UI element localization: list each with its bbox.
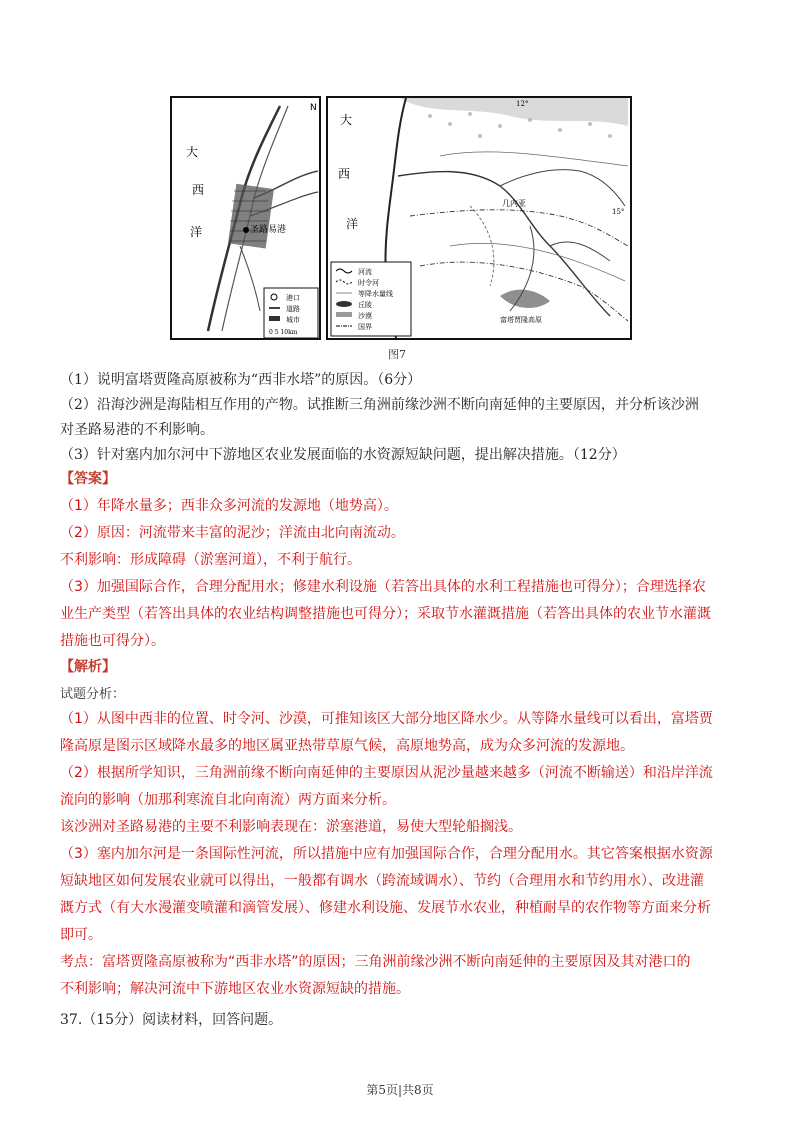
- analysis-line-2: 隆高原是图示区域降水最多的地区属亚热带草原气候，高原地势高，成为众多河流的发源地。: [60, 738, 634, 754]
- legend-river: 河流: [358, 268, 372, 276]
- analysis-line-9: 即可。: [60, 927, 102, 943]
- answer-line-6: 措施也可得分）。: [60, 633, 165, 649]
- analysis-line-7: 短缺地区如何发展农业就可以得出，一般都有调水（跨流域调水）、节约（合理用水和节约用水）、改进灌: [60, 873, 704, 889]
- analysis-line-4: 流向的影响（加那利寒流自北向南流）两方面来分析。: [60, 792, 396, 808]
- port-label: 圣路易港: [250, 225, 287, 235]
- plateau-label: 富塔贾隆高原: [500, 316, 542, 324]
- answer-line-2: （2）原因：河流带来丰富的泥沙；洋流由北向南流动。: [60, 525, 405, 541]
- legend-city: 城市: [286, 316, 300, 324]
- analysis-line-8: 溉方式（有大水漫灌变喷灌和滴管发展）、修建水利设施、发展节水农业，种植耐旱的农作物等方面来分析: [60, 900, 711, 916]
- map-figure: [170, 96, 632, 340]
- left-ocean-char-1: 大: [186, 145, 199, 159]
- next-question: 37.（15分）阅读材料，回答问题。: [60, 1012, 283, 1028]
- question-2-line-1: （2）沿海沙洲是海陆相互作用的产物。试推断三角洲前缘沙洲不断向南延伸的主要原因，并分析该沙洲: [60, 397, 699, 413]
- answer-line-1: （1）年降水量多；西非众多河流的发源地（地势高）。: [60, 498, 398, 514]
- analysis-line-3: （2）根据所学知识，三角洲前缘不断向南延伸的主要原因从泥沙量越来越多（河流不断输送）和沿岸洋流: [60, 765, 713, 781]
- legend-road: 道路: [286, 305, 300, 313]
- left-ocean-char-2: 西: [192, 183, 205, 197]
- right-map: [327, 97, 631, 339]
- kaodian-line-1: 考点：富塔贾隆高原被称为“西非水塔”的原因；三角洲前缘沙洲不断向南延伸的主要原因及其对港口的: [60, 954, 691, 970]
- question-2-line-2: 对圣路易港的不利影响。: [60, 422, 214, 438]
- page-footer: 第5页|共8页: [366, 1083, 434, 1097]
- lon-label: 12°: [516, 100, 529, 108]
- right-ocean-char-1: 大: [340, 113, 353, 127]
- analysis-label: 试题分析：: [60, 687, 126, 702]
- figure-caption: 图7: [388, 348, 406, 361]
- answer-header: 【答案】: [60, 471, 116, 487]
- legend-desert: 沙漠: [358, 312, 372, 320]
- right-ocean-char-2: 西: [338, 167, 351, 181]
- country-label: 几内亚: [502, 199, 526, 208]
- legend-isohyet: 等降水量线: [358, 290, 393, 298]
- legend-port: 港口: [286, 294, 300, 302]
- analysis-line-5: 该沙洲对圣路易港的主要不利影响表现在：淤塞港道，易使大型轮船搁浅。: [60, 819, 522, 835]
- legend-border: 国界: [358, 323, 372, 331]
- left-ocean-char-3: 洋: [190, 225, 203, 239]
- left-map: [171, 97, 320, 339]
- figure-7: [170, 96, 632, 340]
- analysis-header: 【解析】: [60, 659, 116, 675]
- answer-line-3: 不利影响：形成障碍（淤塞河道），不利于航行。: [60, 552, 361, 568]
- legend-seasonal-river: 时令河: [358, 279, 379, 287]
- lat-label: 15°: [612, 208, 625, 216]
- north-arrow-label: N: [310, 103, 317, 113]
- right-ocean-char-3: 洋: [346, 217, 359, 231]
- answer-line-5: 业生产类型（若答出具体的农业结构调整措施也可得分）；采取节水灌溉措施（若答出具体的农业节水灌溉: [60, 606, 711, 622]
- legend-hill: 丘陵: [358, 301, 372, 309]
- kaodian-line-2: 不利影响；解决河流中下游地区农业水资源短缺的措施。: [60, 981, 410, 997]
- analysis-line-6: （3）塞内加尔河是一条国际性河流，所以措施中应有加强国际合作，合理分配用水。其它答案根据水资源: [60, 846, 713, 862]
- analysis-line-1: （1）从图中西非的位置、时令河、沙漠，可推知该区大部分地区降水少。从等降水量线可以看出，富塔贾: [60, 711, 713, 727]
- question-3: （3）针对塞内加尔河中下游地区农业发展面临的水资源短缺问题，提出解决措施。（12分）: [60, 447, 626, 463]
- answer-line-4: （3）加强国际合作，合理分配用水；修建水利设施（若答出具体的水利工程措施也可得分）；合理选择农: [60, 579, 706, 595]
- question-1: （1）说明富塔贾隆高原被称为“西非水塔”的原因。（6分）: [60, 372, 422, 388]
- legend-scale: 0 5 10km: [269, 329, 298, 336]
